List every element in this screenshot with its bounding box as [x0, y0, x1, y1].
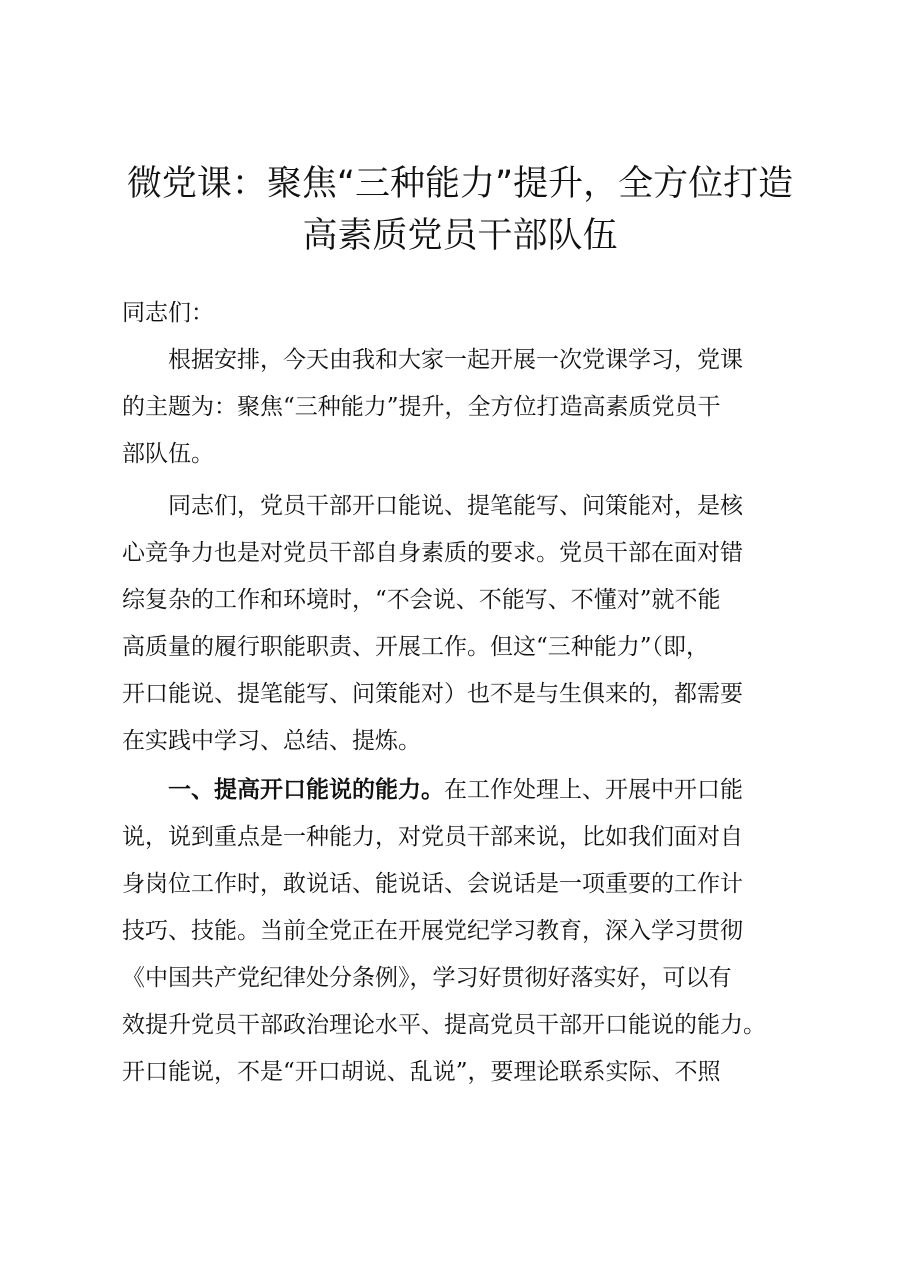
- paragraph-line: 在实践中学习、总结、提炼。: [122, 728, 421, 754]
- paragraph-line: 高质量的履行职能职责、开展工作。但这“三种能力”（即，: [122, 634, 710, 660]
- paragraph-line: 身岗位工作时，敢说话、能说话、会说话是一项重要的工作计: [122, 871, 743, 897]
- paragraph-line: 效提升党员干部政治理论水平、提高党员干部开口能说的能力。: [122, 1012, 766, 1038]
- paragraph-2: [122, 483, 802, 765]
- paragraph-line: 开口能说、提笔能写、问策能对）也不是与生俱来的，都需要: [122, 681, 743, 707]
- document-title-line-2: 高素质党员干部队伍: [302, 216, 618, 256]
- paragraph-line: 综复杂的工作和环境时，“不会说、不能写、不懂对”就不能: [122, 587, 721, 613]
- paragraph-3: [122, 767, 802, 1096]
- paragraph-line: 同志们，党员干部开口能说、提笔能写、问策能对，是核: [122, 493, 743, 519]
- paragraph-line: 开口能说，不是“开口胡说、乱说”，要理论联系实际、不照: [122, 1059, 721, 1085]
- paragraph-indent: [122, 777, 168, 803]
- paragraph-line: 部队伍。: [122, 441, 214, 467]
- paragraph-line: 技巧、技能。当前全党正在开展党纪学习教育，深入学习贯彻: [122, 918, 743, 944]
- paragraph-line: 的主题为：聚焦“三种能力”提升，全方位打造高素质党员干: [122, 394, 721, 420]
- document-title-line-1: 微党课：聚焦“三种能力”提升，全方位打造: [126, 164, 794, 204]
- paragraph-first-line: [122, 767, 802, 814]
- paragraph-line-rest: 在工作处理上、开展中开口能: [444, 777, 743, 803]
- paragraph-1: [122, 337, 802, 478]
- salutation: 同志们：: [122, 300, 214, 326]
- section-heading-inline: 一、提高开口能说的能力。: [168, 777, 444, 803]
- paragraph-line: 《中国共产党纪律处分条例》，学习好贯彻好落实好，可以有: [122, 965, 732, 991]
- paragraph-line: 说，说到重点是一种能力，对党员干部来说，比如我们面对自: [122, 824, 743, 850]
- paragraph-line: 心竞争力也是对党员干部自身素质的要求。党员干部在面对错: [122, 540, 743, 566]
- paragraph-line: 根据安排，今天由我和大家一起开展一次党课学习，党课: [122, 347, 743, 373]
